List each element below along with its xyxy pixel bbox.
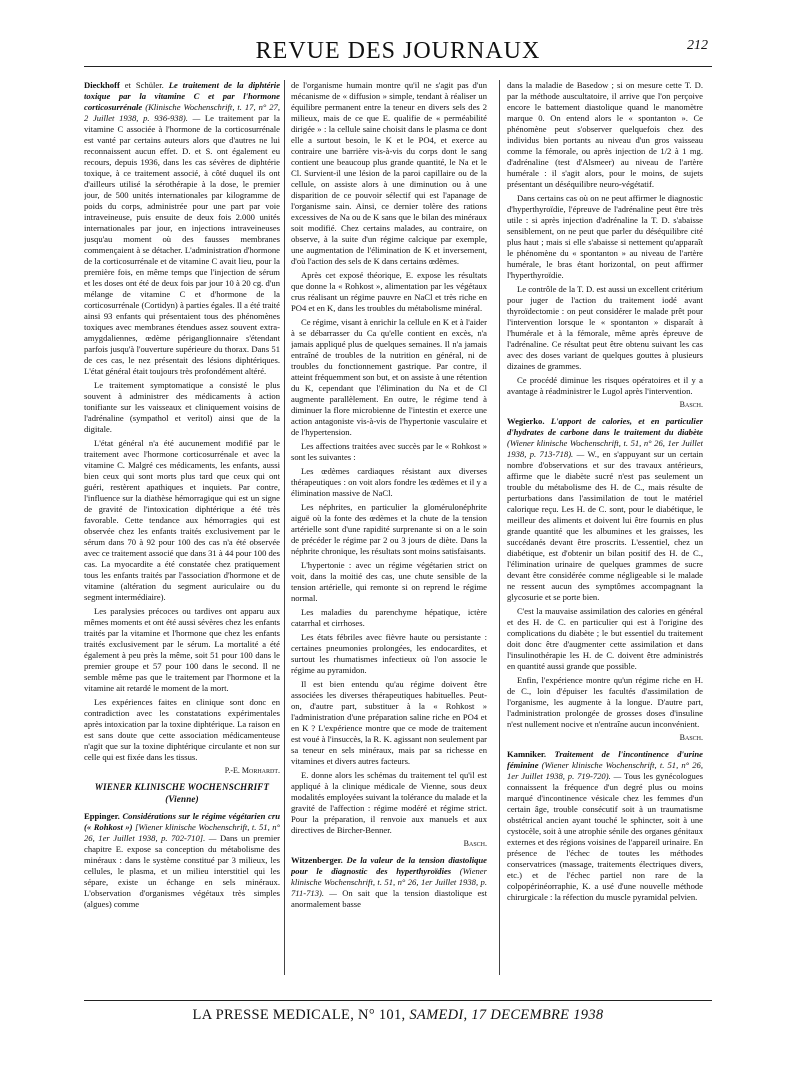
article-paragraph: Ce régime, visant à enrichir la cellule en K et à l'aider à se débarrasser du Ca qu'elle contient en excès, n'a jamais appliqué plus de quelques semaines. Il n'a jamais entraîné de troubles de la nutrition en général, ni de troubles du fonctionnement gastrique. Par contre, il atteint fréquemment son but, et on assiste à une rétention du K, cependant que l'élimination du Na et de Cl augmente parallèlement. En outre, le régime tend à diminuer la flore microbienne de l'intestin et exerce une action antagoniste vis-à-vis de l'hypertonie vasculaire et de l'hypertension. [291, 317, 487, 437]
column-rule-2 [499, 80, 500, 975]
journal-section-heading [84, 782, 280, 805]
article-paragraph: E. donne alors les schémas du traitement tel qu'il est appliqué à la clinique médicale de Vienne, sous deux modalités employées suivant la tolérance du malade et la gravité de l'affection : régime modéré et régime strict. Pour la préparation, il renvoie aux manuels et aux directives de Bircher-Benner. [291, 770, 487, 835]
article-author: Wegierko. [507, 416, 545, 427]
article-paragraph: de l'organisme humain montre qu'il ne s'agit pas d'un mécanisme de « diffusion » simple, tendant à réaliser un équilibre permanent entre la teneur en divers sels des 2 milieux, mais de ce que E. qualifie de « perméabilité dirigée » : la cellule saine choisit dans le plasma ce dont elle a surtout besoin, le K et le PO4, et exerce au contraire une barrière vis-à-vis du corps dont le sang contient une beaucoup plus grande quantité, le Na et le Cl. Survient-il une lésion de la paroi capillaire ou de la cellule, on assiste alors à une diminution ou à une disparition de ce pouvoir sélectif qui est l'apanage de l'organisme sain. Ainsi, ce dernier tolère des rations excessives de Na ou de K sans que le bilan des minéraux soit modifié. Chez certains malades, au contraire, on observe, à la suite d'un régime calcique par exemple, une augmentation de l'élimination de K et inversement, d'où l'action des sels de K dans certains œdèmes. [291, 80, 487, 266]
article-paragraph: Le contrôle de la T. D. est aussi un excellent critérium pour juger de l'action du traitement iodé avant thyroïdectomie : on peut considérer le malade prêt pour l'intervention lorsque le « spontanton » disparaît à l'humérale et à la fémorale, même après épreuve de l'adrénaline. Ce résultat peut être obtenu suivant les cas avec des doses variant de quelques gouttes à plusieurs dizaines de grammes. [507, 284, 703, 371]
column-rule-1 [284, 80, 285, 975]
article-paragraph: dans la maladie de Basedow ; si on mesure cette T. D. par la méthode auscultatoire, il arrive que l'on perçoive encore le battement diastolique quand le manomètre marque 0. On entend alors le « spontanton ». Ce phénomène peut s'observer quelquefois chez des individus bien portants au niveau d'un gros vaisseau comme la fémorale, ou après injection de 1/2 à 1 mg. d'adrénaline (test d'Alsmeer) au niveau de l'artère humérale : il s'agit alors, pour le moins, de sujets présentant un déséquilibre neuro-végétatif. [507, 80, 703, 189]
article-title: De la valeur de la tension diastolique pour le diagnostic des hyperthyroïdies [291, 855, 487, 877]
article-paragraph: C'est la mauvaise assimilation des calories en général et des H. de C. en particulier qui est à l'origine des complications du diabète ; le but essentiel du traitement doit donc être d'augmenter cette assimilation et dans l'insulinothérapie les H. de C. doivent être administrés en quantité aussi grande que possible. [507, 606, 703, 672]
article-paragraph: Les paralysies précoces ou tardives ont apparu aux mêmes moments et ont été aussi sévères chez les enfants traités par la vitamine et l'hormone que chez les enfants traités exclusivement par le sérum. La mortalité a été également à peu près la même, soit 51 pour 100 dans le premier groupe et 57 pour 100 dans le second. Il ne semble même pas que le traitement par l'hormone et la vitamine ait retardé le moment de la mort. [84, 606, 280, 693]
article-paragraph: Les expériences faites en clinique sont donc en contradiction avec les constatations expérimentales après intoxication par la toxine diphtérique. La raison en est sans doute que cette association médicamenteuse n'agit que sur la toxine diphtérique circulante et non sur celle qui est fixée dans les tissus. [84, 697, 280, 762]
article-reference: (Wiener klinische Wochenschrift, t. 51, n° 26, 1er Juillet 1938, p. 719-720). — [507, 760, 703, 782]
page-header [84, 36, 712, 67]
article-paragraph: Il est bien entendu qu'au régime doivent être associées les diverses thérapeutiques habituelles. Peut-on, d'autre part, substituer à la « Rohkost » l'administration d'une préparation saline riche en PO4 et en K ? L'expérience montre que ce mode de traitement est voué à l'insuccès, la R. K. agissant non seulement par sa teneur en sels minéraux, mais par sa richesse en vitamines et divers autres facteurs. [291, 679, 487, 766]
article-dieckhoff [84, 80, 280, 377]
article-title: Traitement de l'incontinence d'urine féminine [507, 749, 703, 771]
article-paragraph: Ce procédé diminue les risques opératoires et il y a avantage à réadministrer le Lugol après l'intervention. [507, 375, 703, 396]
page-footer [84, 1000, 712, 1024]
article-author: Eppinger. [84, 811, 120, 822]
article-paragraph: Après cet exposé théorique, E. expose les résultats que donne la « Rohkost », alimentation par les végétaux crus réalisant un régime pauvre en NaCl et très riche en PO4 et en K, dans les troubles du métabolisme minéral. [291, 270, 487, 313]
article-author: Kamniker. [507, 749, 547, 760]
article-author: Dieckhoff [84, 80, 120, 90]
article-paragraph: On sait que la tension diastolique est anormalement basse [291, 888, 487, 910]
article-title: L'apport de calories, et en particulier d'hydrates de carbone dans le traitement du diabète [507, 416, 703, 438]
article-paragraph: W., en s'appuyant sur un certain nombre d'observations et sur des travaux antérieurs, affirme que le diabète sucré n'est pas seulement un trouble du métabolisme des H. de C., mais résulte de perturbations dans l'assimilation de tout le matériel calorique reçu. Les H. de C. sont, pour le diabétique, le meilleur des aliments et doivent lui être fournis en plus grande quantité que les albumines et les graisses, les succédanés devant être proscrits. L'essentiel, chez un diabétique, est d'obtenir un bilan positif des H. de C., l'élimination urinaire de quelques grammes de sucre devant être considérée comme négligeable si le malade ne ressent aucun des symptômes accompagnant la glycosurie et se porte bien. [507, 449, 703, 603]
article-title: Le traitement de la diphtérie toxique par la vitamine C et par l'hormone corticosurrénale [84, 80, 280, 112]
article-signature: P.-E. Morhardt. [224, 766, 280, 775]
column-3 [507, 80, 703, 980]
page-number: 212 [687, 38, 708, 53]
section-title: WIENER KLINISCHE WOCHENSCHRIFT [94, 782, 270, 793]
article-paragraph: Les néphrites, en particulier la glomérulonéphrite aiguë où la fonte des œdèmes et la chute de la tension artérielle sont d'une rapidité surprenante si on a le soin de précéder le régime par 2 ou 3 jours de diète. Dans la néphrite chronique, les résultats sont moins satisfaisants. [291, 502, 487, 556]
article-reference: (Klinische Wochenschrift, t. 17, n° 27, 2 Juillet 1938, p. 936-938). — [84, 102, 280, 123]
article-paragraph: Enfin, l'expérience montre qu'un régime riche en H. de C., loin d'épuiser les facultés d'assimilation de l'organisme, les augmente à la longue. D'autre part, l'administration prolongée de grosses doses d'insuline n'est nullement nocive et n'entraîne aucun inconvénient. [507, 675, 703, 730]
article-paragraph: Dans un premier chapitre E. expose sa conception du métabolisme des minéraux : dans le système constitué par 3 milieux, les cellules, le plasma, et un milieu interstitiel qui les sépare, existe un échange en sels minéraux. L'observation d'organismes végétaux très simples (algues) comme [84, 833, 280, 910]
article-eppinger [84, 811, 280, 910]
article-author: Witzenberger. [291, 855, 343, 866]
column-1 [84, 80, 280, 980]
article-paragraph: Les maladies du parenchyme hépatique, ictère catarrhal et cirrhoses. [291, 607, 487, 628]
article-paragraph: Le traitement par la vitamine C associée à l'hormone de la corticosurrénale est vanté par certains auteurs alors que d'autres ne lui reconnaissent aucun effet. D. et S. ont également eu recours, depuis 1936, dans les cas sévères de diphtérie toxique, à ce traitement associé, à côté duquel ils ont d'ailleurs utilisé la sérothérapie à la dose, le premier jour, de 500 unités internationales par kilogramme de poids du corps, administrée pour une part par voie intraveineuse, puis ensuite de deux fois 2.000 unités internationales par jour, en injections intraveineuses jusqu'au moment où des fausses membranes commençaient à se détacher. L'administration d'hormone de la corticosurrénale et de vitamine C avait lieu, pour la première fois, en même temps que l'injection de sérum et les doses ont été de deux fois par jour 10 à 20 cg. d'un mélange de vitamine C et d'hormone de la corticosurrénale (Cortidyn) à parties égales. Il a été traité ainsi 93 enfants qui présentaient tous des phénomènes toxiques avec membranes étendues assez souvent extra-amygdaliennes, œdème périganglionnaire s'étendant parfois jusqu'à l'ouverture supérieure du thorax. Dans 51 de ces cas, le nez présentait des lésions diphtériques. L'état général était toujours très profondément altéré. [84, 113, 280, 376]
article-reference: (Wiener klinische Wochenschrift, t. 51, n° 26, 1er Juillet 1938, p. 711-713). — [291, 866, 487, 899]
article-title: Considérations sur le régime végétarien cru (« Rohkost ») [84, 811, 280, 833]
footer-date: SAMEDI, 17 DECEMBRE 1938 [409, 1007, 604, 1023]
article-reference: [Wiener klinische Wochenschrift, t. 51, n° 26, 1er Juillet 1938, p. 702-710]. — [84, 822, 280, 844]
article-paragraph: Les affections traitées avec succès par le « Rohkost » sont les suivantes : [291, 441, 487, 462]
article-witzenberger [291, 855, 487, 910]
column-2 [291, 80, 487, 980]
article-paragraph: Les œdèmes cardiaques résistant aux diverses thérapeutiques : on voit alors fondre les œdèmes et il y a élimination massive de NaCl. [291, 466, 487, 498]
article-signature: Basch. [679, 733, 703, 743]
article-paragraph: L'hypertonie : avec un régime végétarien strict on voit, dans la moitié des cas, une chute sensible de la tension artérielle, qui remonte si on reprend le régime normal. [291, 560, 487, 603]
section-subtitle: (Vienne) [165, 793, 199, 804]
article-signature: Basch. [463, 839, 487, 848]
article-paragraph: Le traitement symptomatique a consisté le plus souvent à administrer des médicaments à action tonifiante sur les vaisseaux et cliniquement voisins de l'adrénaline (sympathol et veritol) ainsi que de la digitale. [84, 380, 280, 434]
article-signature: Basch. [679, 400, 703, 409]
article-coauthor: et Schüler. [124, 80, 164, 90]
article-reference: (Wiener klinische Wochenschrift, t. 51, n° 26, 1er Juillet 1938, p. 713-718). — [507, 438, 703, 460]
article-wegierko [507, 416, 703, 603]
article-paragraph: L'état général n'a été aucunement modifié par le traitement avec l'hormone corticosurrénale et avec la vitamine C. Malgré ces médicaments, les enfants, aussi bien ceux qui sont morts plus tard que ceux qui ont guéri, restèrent apathiques et inquiets. Par contre, l'influence sur la diathèse hémorragique qui est un signe de gravité de l'intoxication diphtérique a été très favorable. Cette tendance aux hémorragies qui est observée chez les enfants traités exclusivement par le sérum dans 70 à 92 pour 100 des cas n'a été observée avec ce traitement associé que dans 31 à 44 pour 100 des cas. La myocardite a été constatée chez pratiquement tous les enfants traités par l'association d'hormone et de vitamine (altération du segment auriculaire ou du segment intermédiaire). [84, 438, 280, 602]
article-paragraph: Tous les gynécologues connaissent la fréquence d'un degré plus ou moins marqué d'incontinence vésicale chez les femmes d'un certain âge, trouble consécutif soit à un traumatisme obstétrical ancien ayant touché le sphincter, soit à une cystocèle, soit à une atrophie sénile des organes génitaux externes et des régions voisines de l'appareil urinaire. En présence de l'échec de toutes les méthodes conservatrices (massage, traitements électriques divers, etc.) et de l'échec partiel non rare de la colpopérinéorraphie, K. a usé d'une nouvelle méthode chirurgicale : la réfection du muscle pyramidal pelvien. [507, 771, 703, 903]
journal-section-title: REVUE DES JOURNAUX [255, 38, 541, 64]
article-paragraph: Les états fébriles avec fièvre haute ou persistante : certaines pneumonies prolongées, les endocardites, et surtout les rhumatismes infectieux où l'on associe le régime au pyramidon. [291, 632, 487, 675]
article-kamniker [507, 749, 703, 903]
footer-journal: LA PRESSE MEDICALE, N° 101, [192, 1007, 406, 1023]
article-paragraph: Dans certains cas où on ne peut affirmer le diagnostic d'hyperthyroïdie, l'épreuve de l'adrénaline peut être très utile : si après injection d'adrénaline la T. D. s'abaisse sensiblement, on ne peut que parler du déséquilibre cité plus haut ; mais si elle s'abaisse si nettement qu'apparaît le phénomène du « spontanton » au niveau de l'artère humérale, le bras étant horizontal, on peut affirmer l'hyperthyroïdie. [507, 193, 703, 280]
